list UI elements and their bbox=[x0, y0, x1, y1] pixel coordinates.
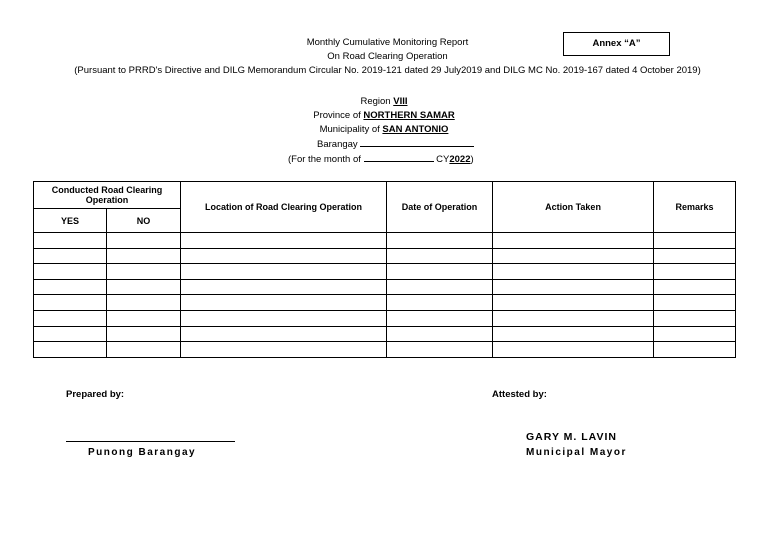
month-blank[interactable] bbox=[364, 161, 434, 162]
region-label: Region bbox=[360, 96, 391, 107]
header-conducted: Conducted Road Clearing Operation bbox=[34, 182, 181, 209]
prepared-label: Prepared by: bbox=[66, 389, 125, 400]
table-cell[interactable] bbox=[387, 233, 493, 249]
table-cell[interactable] bbox=[181, 233, 387, 249]
table-row bbox=[34, 264, 736, 280]
province-line bbox=[0, 110, 768, 121]
table-cell[interactable] bbox=[387, 279, 493, 295]
table-cell[interactable] bbox=[493, 326, 654, 342]
header-date: Date of Operation bbox=[387, 182, 493, 233]
report-subtitle: On Road Clearing Operation bbox=[327, 51, 448, 62]
table-cell[interactable] bbox=[107, 295, 181, 311]
province-label: Province of bbox=[313, 110, 361, 121]
table-cell[interactable] bbox=[387, 342, 493, 358]
table-row bbox=[34, 233, 736, 249]
table-body bbox=[34, 233, 736, 358]
barangay-label: Barangay bbox=[317, 139, 358, 150]
table-cell[interactable] bbox=[493, 264, 654, 280]
municipality-value: SAN ANTONIO bbox=[382, 124, 449, 135]
table-cell[interactable] bbox=[181, 248, 387, 264]
attested-label: Attested by: bbox=[492, 389, 547, 400]
header-remarks: Remarks bbox=[654, 182, 736, 233]
table-cell[interactable] bbox=[387, 310, 493, 326]
month-prefix: (For the month of bbox=[288, 154, 361, 165]
table-cell[interactable] bbox=[107, 342, 181, 358]
table-cell[interactable] bbox=[107, 310, 181, 326]
prepared-signature-line[interactable] bbox=[66, 441, 235, 442]
barangay-blank[interactable] bbox=[360, 146, 474, 147]
table-cell[interactable] bbox=[34, 342, 107, 358]
table-cell[interactable] bbox=[654, 233, 736, 249]
month-suffix: ) bbox=[470, 154, 474, 165]
table-cell[interactable] bbox=[493, 310, 654, 326]
table-row bbox=[34, 326, 736, 342]
annex-box: Annex “A” bbox=[563, 32, 670, 56]
table-cell[interactable] bbox=[181, 342, 387, 358]
barangay-line bbox=[317, 139, 474, 150]
table-cell[interactable] bbox=[181, 264, 387, 280]
table-cell[interactable] bbox=[654, 326, 736, 342]
table-cell[interactable] bbox=[387, 295, 493, 311]
table-row bbox=[34, 310, 736, 326]
attested-name: GARY M. LAVIN bbox=[526, 431, 617, 443]
table-row bbox=[34, 295, 736, 311]
region-line bbox=[0, 96, 768, 107]
table-cell[interactable] bbox=[493, 342, 654, 358]
table-cell[interactable] bbox=[181, 326, 387, 342]
table-cell[interactable] bbox=[34, 233, 107, 249]
table-cell[interactable] bbox=[107, 264, 181, 280]
header-yes: YES bbox=[34, 209, 107, 233]
table-cell[interactable] bbox=[654, 248, 736, 264]
table-cell[interactable] bbox=[181, 279, 387, 295]
table-cell[interactable] bbox=[107, 326, 181, 342]
cy-value: 2022 bbox=[449, 154, 471, 165]
region-value: VIII bbox=[393, 96, 408, 107]
municipality-label: Municipality of bbox=[319, 124, 380, 135]
table-cell[interactable] bbox=[34, 279, 107, 295]
table-cell[interactable] bbox=[34, 295, 107, 311]
table-row bbox=[34, 342, 736, 358]
table-cell[interactable] bbox=[493, 233, 654, 249]
month-line bbox=[288, 154, 474, 165]
table-cell[interactable] bbox=[493, 295, 654, 311]
cy-label: CY bbox=[436, 154, 450, 165]
municipality-line bbox=[0, 124, 768, 135]
prepared-title: Punong Barangay bbox=[88, 447, 197, 458]
table-row bbox=[34, 279, 736, 295]
header-action: Action Taken bbox=[493, 182, 654, 233]
table-cell[interactable] bbox=[34, 310, 107, 326]
table-cell[interactable] bbox=[34, 264, 107, 280]
table-cell[interactable] bbox=[181, 310, 387, 326]
table-cell[interactable] bbox=[107, 248, 181, 264]
table-cell[interactable] bbox=[387, 326, 493, 342]
table-row bbox=[34, 248, 736, 264]
report-basis: (Pursuant to PRRD's Directive and DILG Memorandum Circular No. 2019-121 dated 29 July2019 and DILG MC No. 2019-167 dated 4 October 2019) bbox=[74, 65, 701, 76]
table-cell[interactable] bbox=[181, 295, 387, 311]
table-cell[interactable] bbox=[493, 248, 654, 264]
table-cell[interactable] bbox=[654, 264, 736, 280]
report-title: Monthly Cumulative Monitoring Report bbox=[306, 37, 469, 48]
attested-title: Municipal Mayor bbox=[526, 447, 627, 458]
table-cell[interactable] bbox=[493, 279, 654, 295]
table-cell[interactable] bbox=[107, 279, 181, 295]
table-cell[interactable] bbox=[654, 310, 736, 326]
table-cell[interactable] bbox=[34, 326, 107, 342]
monitoring-table bbox=[33, 181, 736, 358]
table-cell[interactable] bbox=[654, 295, 736, 311]
province-value: NORTHERN SAMAR bbox=[363, 110, 455, 121]
table-cell[interactable] bbox=[107, 233, 181, 249]
header-location: Location of Road Clearing Operation bbox=[181, 182, 387, 233]
table-cell[interactable] bbox=[654, 279, 736, 295]
header-no: NO bbox=[107, 209, 181, 233]
table-cell[interactable] bbox=[387, 248, 493, 264]
table-cell[interactable] bbox=[654, 342, 736, 358]
table-cell[interactable] bbox=[34, 248, 107, 264]
table-cell[interactable] bbox=[387, 264, 493, 280]
